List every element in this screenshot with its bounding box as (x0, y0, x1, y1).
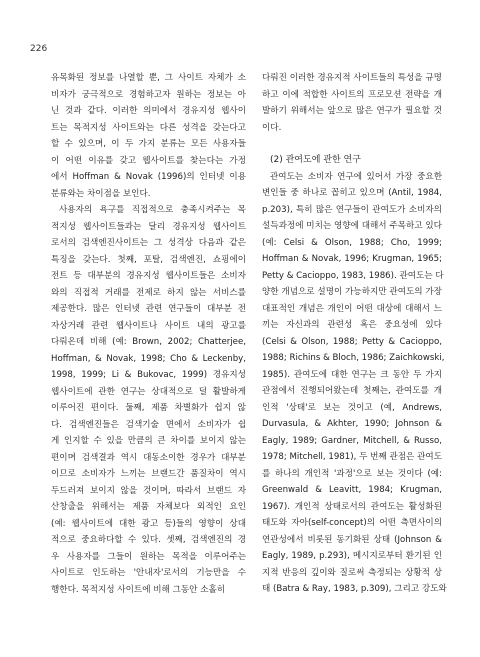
text-line: 비자가 궁극적으로 경험하고자 원하는 정보는 아 (51, 89, 246, 100)
text-line: 끼는 자신과의 관련성 혹은 중요성에 있다 (262, 320, 442, 330)
right-column-intro (262, 70, 442, 136)
text-line: Greenwald & Leavitt, 1984; Krugman, (262, 485, 442, 495)
text-line: 사용자의 욕구를 직접적으로 충족시켜주는 목 (59, 205, 246, 215)
text-line: 연관성에서 비롯된 동기화된 상태 (Johnson & (262, 534, 442, 545)
text-line: 우 사용자를 그들이 원하는 목적을 이루어주는 (51, 551, 246, 562)
text-line: 를 하나의 개인적 '과정'으로 보는 것이다 (예: (262, 468, 442, 479)
text-line: Petty & Cacioppo, 1983, 1986). 관여도는 다 (262, 270, 444, 281)
text-line: 1998, 1999; Li & Bukovac, 1999) 경유지성 (51, 370, 246, 380)
text-line: 설득과정에 미치는 영향에 대해서 주목하고 있다 (262, 221, 442, 231)
text-line: 이다. (262, 122, 282, 133)
text-line: p.203), 특히 많은 연구들이 관여도가 소비자의 (262, 204, 442, 215)
text-line: 양한 개념으로 설명이 가능하지만 관여도의 가장 (262, 287, 442, 297)
text-line: (예: Celsi & Olson, 1988; Cho, 1999; (262, 237, 442, 248)
text-line: 산창출을 위해서는 제품 자체보다 외적인 요인 (51, 502, 246, 512)
text-line: 태도와 자아(self-concept)의 어떤 측면사이의 (262, 518, 442, 528)
text-line: 변인들 중 하나로 꼽히고 있으며 (Antil, 1984, (262, 188, 442, 198)
text-line: 유목화된 정보를 나열할 뿐, 그 사이트 자체가 소 (51, 73, 246, 83)
text-line: 1988; Richins & Bloch, 1986; Zaichkowski, (262, 353, 445, 363)
text-line: 게 인지할 수 있을 만큼의 큰 차이를 보이지 않는 (51, 436, 246, 446)
text-line: (Celsi & Olson, 1988; Petty & Cacioppo, (262, 336, 442, 347)
text-line: 웹사이트에 관한 연구는 상대적으로 덜 활발하게 (51, 386, 246, 397)
text-line: 제공한다. 많은 인터넷 관련 연구들이 대부분 전 (51, 304, 246, 314)
text-line: 닌 것과 같다. 이러한 의미에서 경유지성 웹사이 (51, 106, 246, 116)
text-line: 발하기 위해서는 앞으로 많은 연구가 필요할 것 (262, 106, 442, 116)
text-line: Eagly, 1989, p.293), 메시지로부터 환기된 인 (262, 551, 442, 561)
text-line: 트는 목적지성 사이트와는 다른 성격을 갖는다고 (51, 122, 246, 133)
text-line: 이루어진 편이다. 둘째, 제품 차별화가 쉽지 않 (51, 403, 246, 413)
right-column (262, 70, 447, 598)
text-line: 1967). 개인적 상태로서의 관여도는 활성화된 (262, 501, 442, 512)
text-line: 로서의 검색엔진사이트는 그 성격상 다음과 같은 (51, 238, 246, 248)
text-line: 두드러져 보이지 않을 것이며, 따라서 브랜드 자 (51, 485, 246, 496)
text-line: 행한다. 목적지성 사이트에 비해 그동안 소홀히 (51, 584, 226, 595)
text-line: 대표적인 개념은 개인이 어떤 대상에 대해서 느 (262, 303, 442, 314)
text-line: 이 어떤 이유를 갖고 웹사이트를 찾는다는 가정 (51, 155, 246, 166)
text-line: 사이트로 인도하는 '안내자'로서의 기능만을 수 (51, 568, 246, 578)
text-line: 분류와는 차이점을 보인다. (51, 188, 151, 199)
text-line: 편이며 검색결과 역시 대동소이한 경우가 대부분 (51, 452, 246, 463)
text-line: 전트 등 대부분의 경유지성 웹사이트들은 소비자 (51, 271, 246, 281)
text-line: 지적 반응의 깊이와 질로써 측정되는 상황적 상 (262, 567, 442, 578)
text-line: Durvasula, & Akhter, 1990; Johnson & (262, 419, 442, 429)
text-line: 이므로 소비자가 느끼는 브랜드간 품질차이 역시 (51, 469, 246, 479)
text-line: (예: 웹사이트에 대한 광고 등)들의 영향이 상대 (51, 518, 246, 529)
text-line: Hoffman, & Novak, 1998; Cho & Leckenby, (51, 353, 246, 364)
text-line: 1985). 관여도에 대한 연구는 크 동안 두 가지 (262, 369, 442, 380)
text-line: 태 (Batra & Ray, 1983, p.309), 그리고 강도와 (262, 584, 447, 594)
text-line: 관여도는 소비자 연구에 있어서 가장 중요한 (270, 171, 442, 182)
section-gap (262, 136, 442, 152)
text-line: 관점에서 진행되어왔는데 첫째는, 관여도를 개 (262, 386, 442, 396)
right-column-body (262, 169, 447, 598)
text-line: 자상거래 관련 웹사이트나 사이트 내의 광고를 (51, 320, 246, 331)
text-line: Hoffman & Novak, 1996; Krugman, 1965; (262, 254, 442, 264)
text-line: 하고 이에 적합한 사이트의 프로모션 전략을 개 (262, 89, 442, 100)
text-line: 다뤄온데 비해 (예: Brown, 2002; Chatterjee, (51, 337, 246, 347)
text-line: 적지성 웹사이트들과는 달리 경유지성 웹사이트 (51, 221, 246, 232)
text-line: 특징을 갖는다. 첫째, 포탈, 검색엔진, 쇼핑에이 (51, 254, 246, 265)
left-column (51, 70, 246, 598)
section-heading: (2) 관여도에 관한 연구 (270, 155, 361, 165)
text-line: 1978; Mitchell, 1981), 두 번째 관점은 관여도 (262, 452, 442, 462)
text-line: Eagly, 1989; Gardner, Mitchell, & Russo, (262, 435, 442, 446)
page-number: 226 (30, 44, 48, 54)
text-line: 할 수 있으며, 이 두 가지 분류는 모든 사용자들 (51, 139, 246, 149)
text-line: 에서 Hoffman & Novak (1996)의 인터넷 이용 (51, 172, 246, 182)
text-line: 인적 '상태'로 보는 것이고 (예, Andrews, (262, 402, 442, 413)
text-line: 다. 검색엔진들은 검색기술 면에서 소비자가 쉽 (51, 419, 246, 430)
text-line: 다뤄진 이러한 경유지적 사이트들의 특성을 규명 (262, 73, 442, 83)
text-line: 와의 직접적 거래를 전제로 하지 않는 서비스를 (51, 287, 246, 298)
text-line: 적으로 중요하다할 수 있다. 셋째, 검색엔진의 경 (51, 535, 246, 545)
